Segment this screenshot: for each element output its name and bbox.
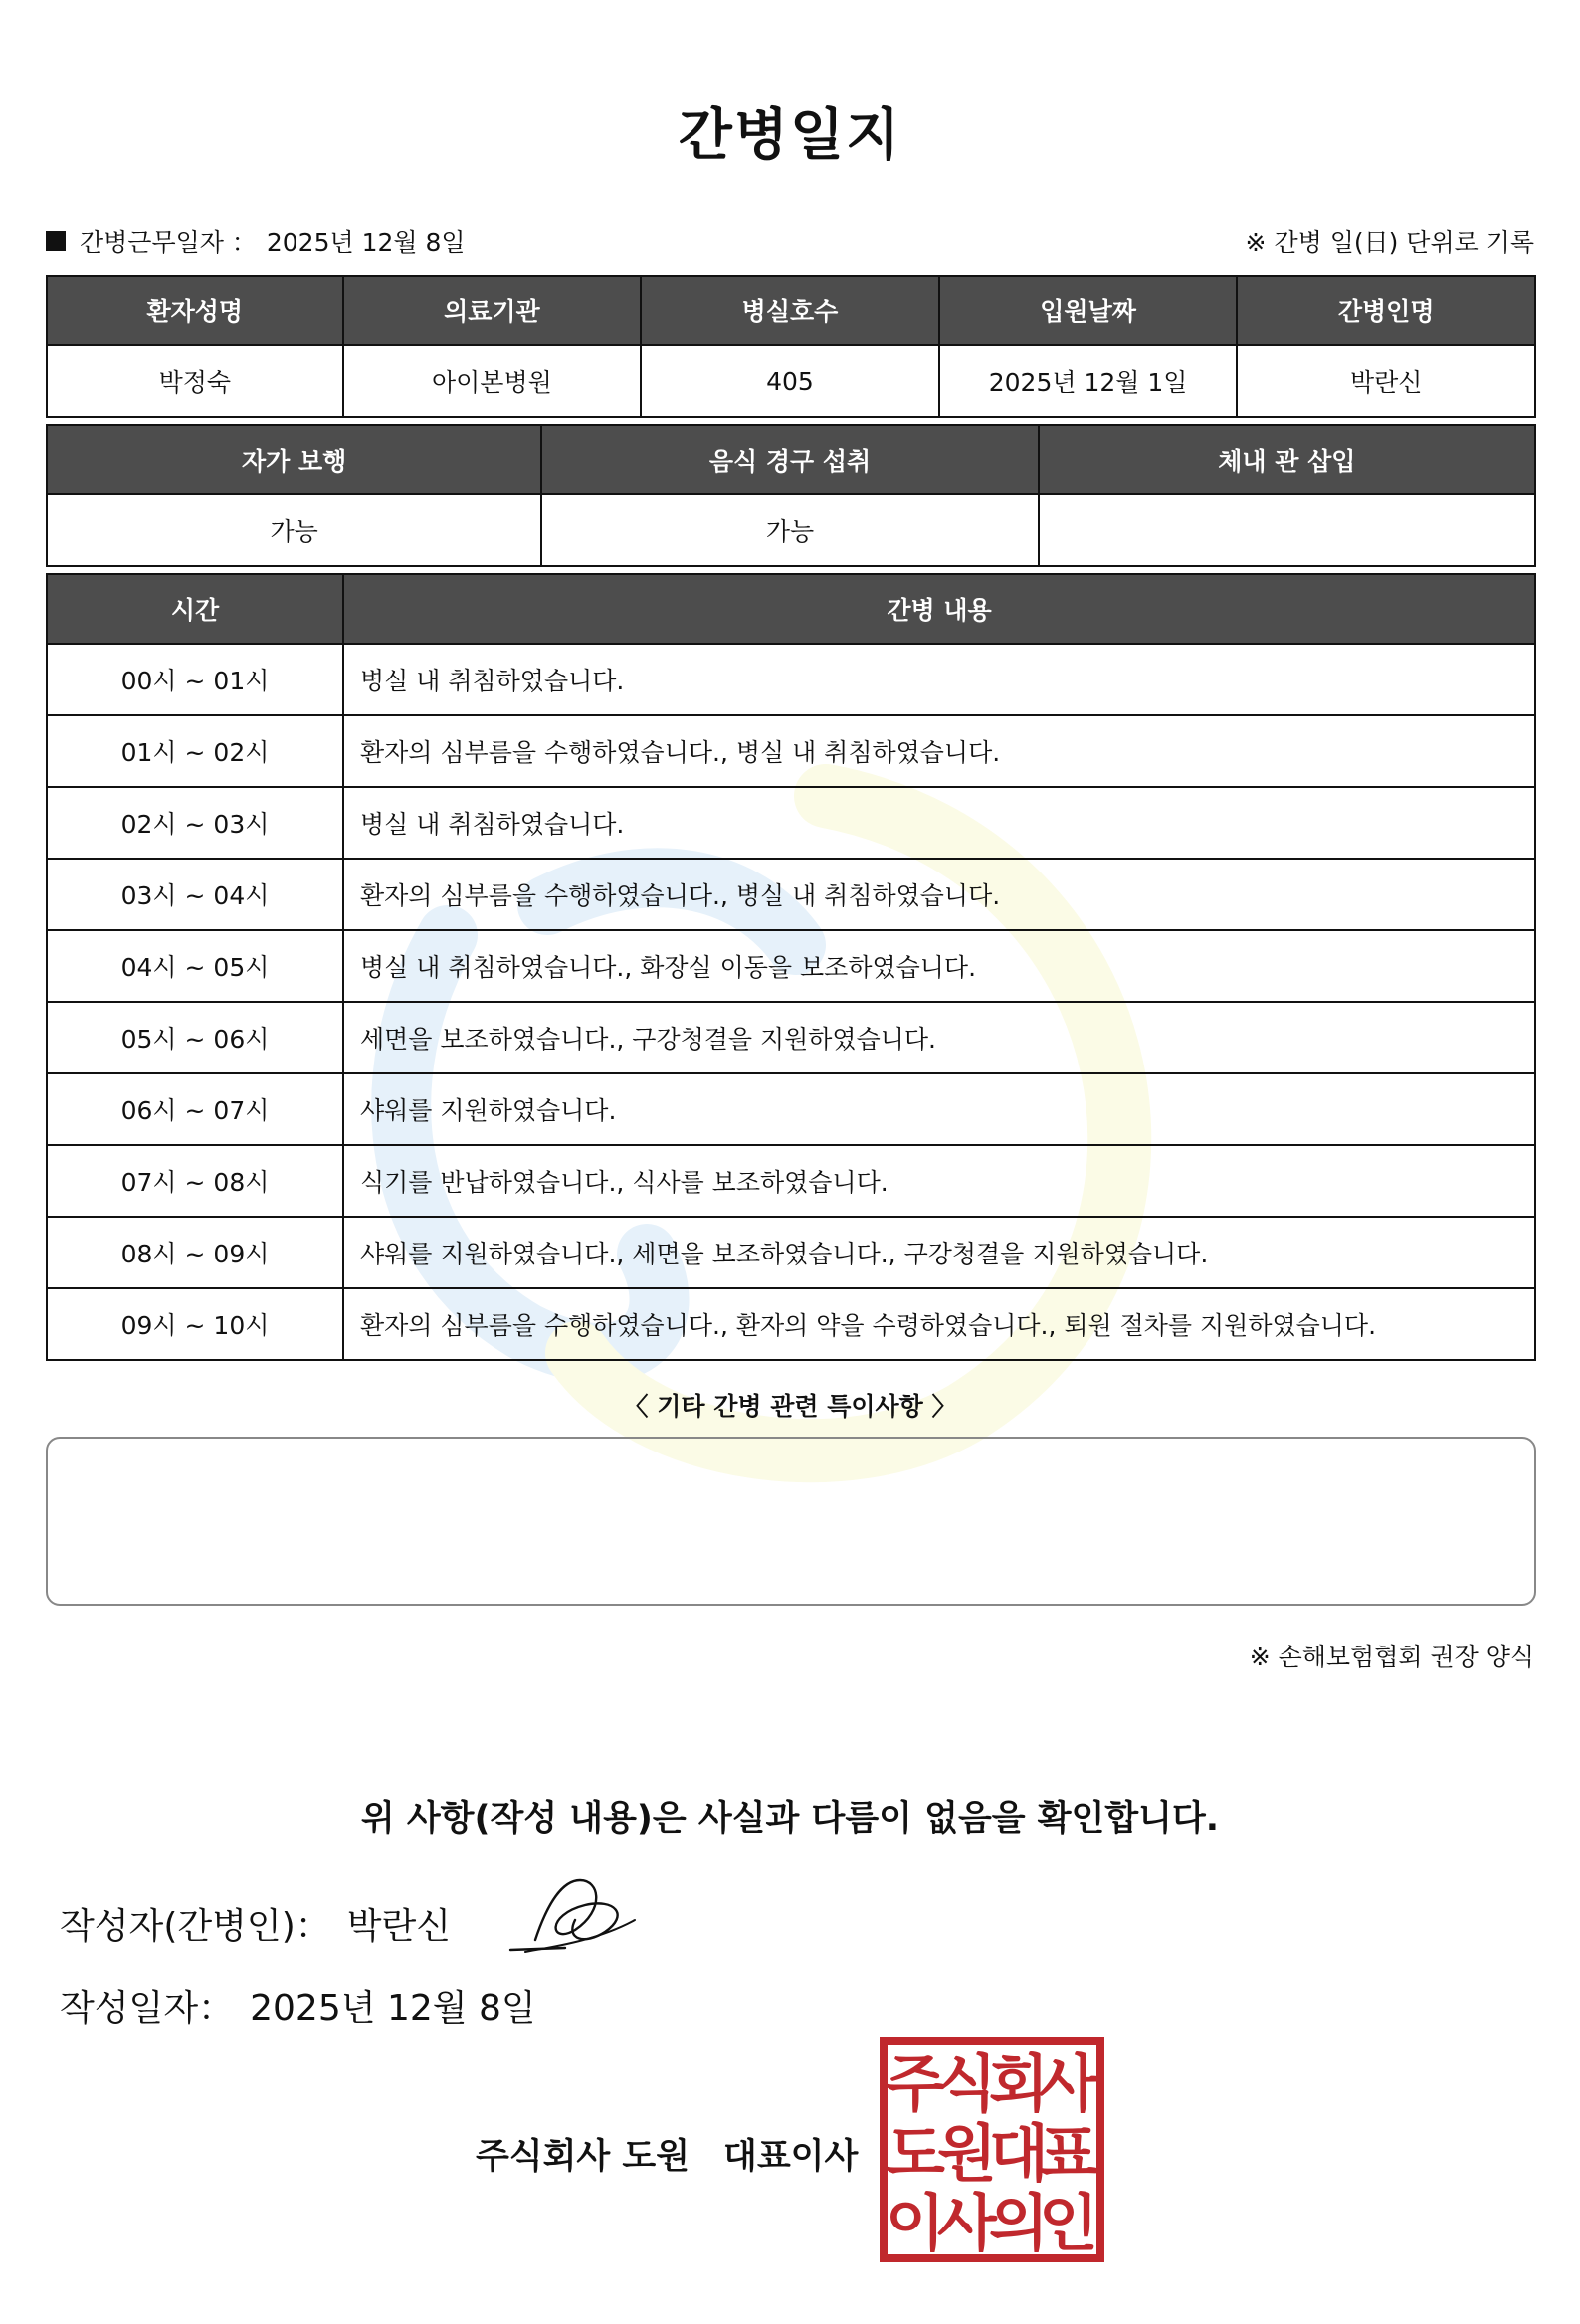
unit-note: ※ 간병 일(日) 단위로 기록 (1245, 228, 1534, 257)
care-log-table (46, 573, 1536, 1361)
svg-text:의: 의 (989, 2187, 1049, 2259)
svg-text:이: 이 (886, 2187, 945, 2259)
form-note: ※ 손해보험협회 권장 양식 (1249, 1643, 1534, 1671)
svg-text:원: 원 (937, 2117, 997, 2190)
table-row (46, 1074, 1536, 1146)
work-date-row (46, 223, 466, 259)
remarks-title: 〈 기타 간병 관련 특이사항 〉 (623, 1392, 957, 1421)
row-time: 02시 ~ 03시 (46, 788, 344, 860)
room-number: 405 (642, 346, 940, 418)
written-date-label: 작성일자： (60, 1988, 235, 2029)
caregiver-name: 박란신 (1238, 346, 1536, 418)
row-time: 08시 ~ 09시 (46, 1218, 344, 1289)
row-content: 환자의 심부름을 수행하였습니다., 병실 내 취침하였습니다. (344, 716, 1536, 788)
row-content: 병실 내 취침하였습니다. (344, 788, 1536, 860)
handwritten-signature-icon (505, 1870, 645, 1960)
square-bullet-icon (46, 231, 66, 251)
svg-text:도: 도 (886, 2117, 945, 2190)
table-row (46, 716, 1536, 788)
table-row (46, 1003, 1536, 1074)
row-content: 병실 내 취침하였습니다. (344, 645, 1536, 716)
row-content: 환자의 심부름을 수행하였습니다., 환자의 약을 수령하였습니다., 퇴원 절차를 지원하였습니다. (344, 1289, 1536, 1361)
work-date-label: 간병근무일자 ： (80, 228, 257, 257)
table-row (46, 1218, 1536, 1289)
confirmation-statement: 위 사항(작성 내용)은 사실과 다름이 없음을 확인합니다. (360, 1799, 1220, 1839)
table-row (46, 788, 1536, 860)
row-content: 샤워를 지원하였습니다., 세면을 보조하였습니다., 구강청결을 지원하였습니다. (344, 1218, 1536, 1289)
company-signature-line (476, 2129, 858, 2179)
writer-row (60, 1898, 451, 1949)
work-date-value: 2025년 12월 8일 (266, 228, 466, 257)
row-time: 01시 ~ 02시 (46, 716, 344, 788)
header-oral-intake: 음식 경구 섭취 (542, 424, 1039, 495)
self-walking-value: 가능 (46, 495, 542, 567)
hospital-name: 아이본병원 (344, 346, 643, 418)
svg-text:식: 식 (937, 2047, 997, 2120)
writer-label: 작성자(간병인)： (60, 1906, 331, 1947)
row-time: 06시 ~ 07시 (46, 1074, 344, 1146)
writer-name: 박란신 (346, 1906, 452, 1947)
header-caregiver: 간병인명 (1238, 275, 1536, 346)
patient-status-table (46, 424, 1536, 567)
row-content: 병실 내 취침하였습니다., 화장실 이동을 보조하였습니다. (344, 931, 1536, 1003)
svg-text:표: 표 (1039, 2117, 1098, 2190)
table-row (46, 860, 1536, 931)
svg-text:주: 주 (886, 2047, 945, 2120)
header-tube-insertion: 체내 관 삽입 (1040, 424, 1536, 495)
header-hospital: 의료기관 (344, 275, 643, 346)
row-time: 05시 ~ 06시 (46, 1003, 344, 1074)
row-time: 07시 ~ 08시 (46, 1146, 344, 1218)
company-name: 주식회사 도원 (476, 2137, 691, 2177)
oral-intake-value: 가능 (542, 495, 1039, 567)
patient-info-table (46, 275, 1536, 418)
row-content: 샤워를 지원하였습니다. (344, 1074, 1536, 1146)
svg-text:회: 회 (989, 2047, 1049, 2120)
header-patient-name: 환자성명 (46, 275, 344, 346)
svg-text:인: 인 (1039, 2187, 1098, 2259)
header-care-content: 간병 내용 (344, 573, 1536, 645)
table-row (46, 1146, 1536, 1218)
svg-text:사: 사 (1039, 2047, 1098, 2120)
written-date-row (60, 1980, 536, 2031)
company-seal-icon (880, 2037, 1104, 2262)
table-row (46, 1289, 1536, 1361)
row-content: 식기를 반납하였습니다., 식사를 보조하였습니다. (344, 1146, 1536, 1218)
admission-date: 2025년 12월 1일 (940, 346, 1239, 418)
header-self-walking: 자가 보행 (46, 424, 542, 495)
row-time: 00시 ~ 01시 (46, 645, 344, 716)
row-content: 세면을 보조하였습니다., 구강청결을 지원하였습니다. (344, 1003, 1536, 1074)
header-admission-date: 입원날짜 (940, 275, 1239, 346)
row-time: 03시 ~ 04시 (46, 860, 344, 931)
row-time: 04시 ~ 05시 (46, 931, 344, 1003)
table-row (46, 645, 1536, 716)
written-date-value: 2025년 12월 8일 (250, 1988, 536, 2029)
header-time: 시간 (46, 573, 344, 645)
svg-text:대: 대 (989, 2117, 1049, 2190)
row-time: 09시 ~ 10시 (46, 1289, 344, 1361)
svg-text:사: 사 (937, 2187, 997, 2259)
page-title: 간병일지 (678, 103, 902, 168)
tube-insertion-value (1040, 495, 1536, 567)
header-room: 병실호수 (642, 275, 940, 346)
company-representative-title: 대표이사 (723, 2137, 859, 2177)
remarks-box (46, 1437, 1536, 1606)
patient-name: 박정숙 (46, 346, 344, 418)
row-content: 환자의 심부름을 수행하였습니다., 병실 내 취침하였습니다. (344, 860, 1536, 931)
table-row (46, 931, 1536, 1003)
